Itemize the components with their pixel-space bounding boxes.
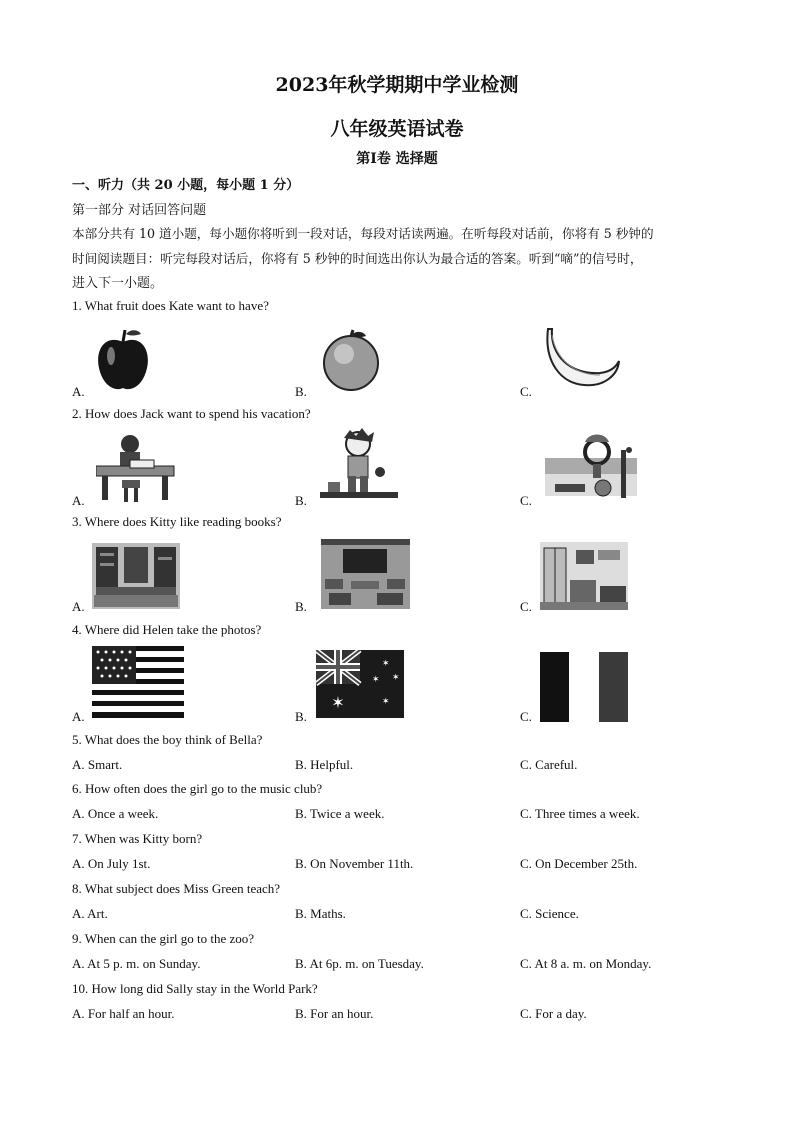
q2-option-a-label: A. bbox=[72, 493, 85, 508]
q3-option-b-label: B. bbox=[295, 599, 307, 614]
q7-option-b: B. On November 11th. bbox=[295, 856, 414, 871]
q9-option-a: A. At 5 p. m. on Sunday. bbox=[72, 956, 201, 971]
q9-option-b: B. At 6p. m. on Tuesday. bbox=[295, 956, 424, 971]
q10-option-b: B. For an hour. bbox=[295, 1006, 374, 1021]
q6-option-a: A. Once a week. bbox=[72, 806, 159, 821]
q10-option-a: A. For half an hour. bbox=[72, 1006, 175, 1021]
q8-option-b: B. Maths. bbox=[295, 906, 346, 921]
q8-option-c: C. Science. bbox=[520, 906, 579, 921]
question-4: 4. Where did Helen take the photos? bbox=[72, 622, 262, 637]
studying-picture bbox=[96, 430, 176, 504]
france-flag-picture bbox=[540, 652, 628, 722]
svg-text:✶: ✶ bbox=[382, 697, 390, 707]
page-title: 2023年秋学期期中学业检测 bbox=[275, 74, 519, 96]
apple-picture bbox=[95, 328, 151, 394]
svg-text:✶: ✶ bbox=[331, 693, 345, 712]
q6-option-c: C. Three times a week. bbox=[520, 806, 640, 821]
question-10: 10. How long did Sally stay in the World Park? bbox=[72, 981, 318, 996]
question-5: 5. What does the boy think of Bella? bbox=[72, 732, 263, 747]
q5-option-b: B. Helpful. bbox=[295, 757, 354, 772]
svg-text:✶: ✶ bbox=[382, 659, 390, 669]
exam-subtitle: 八年级英语试卷 bbox=[330, 118, 464, 140]
part-heading: 第一部分 对话回答问题 bbox=[72, 203, 207, 218]
usa-flag-picture bbox=[92, 646, 184, 718]
question-2: 2. How does Jack want to spend his vacation? bbox=[72, 406, 311, 421]
question-8: 8. What subject does Miss Green teach? bbox=[72, 881, 281, 896]
instructions-line-2: 时间阅读题目：听完每段对话后，你将有 5 秒钟的时间选出你认为最合适的答案。听到“嘀”的信号时， bbox=[72, 251, 643, 266]
question-9: 9. When can the girl go to the zoo? bbox=[72, 931, 255, 946]
svg-text:✶: ✶ bbox=[392, 673, 400, 683]
q3-option-a-label: A. bbox=[72, 599, 85, 614]
volume-heading: 第Ⅰ卷 选择题 bbox=[356, 151, 438, 167]
q4-option-a-label: A. bbox=[72, 709, 85, 724]
q3-option-c-label: C. bbox=[520, 599, 532, 614]
q4-option-b-label: B. bbox=[295, 709, 307, 724]
q2-option-b-label: B. bbox=[295, 493, 307, 508]
beach-picture bbox=[545, 430, 637, 502]
question-7: 7. When was Kitty born? bbox=[72, 831, 203, 846]
library-picture bbox=[92, 543, 180, 609]
q4-option-c-label: C. bbox=[520, 709, 532, 724]
q5-option-a: A. Smart. bbox=[72, 757, 123, 772]
banana-picture bbox=[540, 325, 622, 389]
australia-flag-picture bbox=[316, 650, 404, 718]
section-heading: 一、听力（共 20 小题，每小题 1 分） bbox=[72, 178, 300, 193]
q7-option-c: C. On December 25th. bbox=[520, 856, 638, 871]
q10-option-c: C. For a day. bbox=[520, 1006, 587, 1021]
cooking-picture bbox=[320, 428, 400, 500]
svg-text:✶: ✶ bbox=[372, 675, 380, 685]
q1-option-b-label: B. bbox=[295, 384, 307, 399]
q2-option-c-label: C. bbox=[520, 493, 532, 508]
question-1: 1. What fruit does Kate want to have? bbox=[72, 298, 269, 313]
q6-option-b: B. Twice a week. bbox=[295, 806, 385, 821]
q9-option-c: C. At 8 a. m. on Monday. bbox=[520, 956, 652, 971]
instructions-line-1: 本部分共有 10 道小题，每小题你将听到一段对话，每段对话读两遍。在听每段对话前，你将有 5 秒钟的 bbox=[72, 226, 654, 241]
q8-option-a: A. Art. bbox=[72, 906, 108, 921]
q7-option-a: A. On July 1st. bbox=[72, 856, 151, 871]
q1-option-c-label: C. bbox=[520, 384, 532, 399]
bedroom-picture bbox=[540, 542, 628, 610]
question-6: 6. How often does the girl go to the music club? bbox=[72, 781, 323, 796]
q1-option-a-label: A. bbox=[72, 384, 85, 399]
orange-picture bbox=[322, 328, 380, 392]
instructions-line-3: 进入下一小题。 bbox=[72, 276, 164, 291]
q5-option-c: C. Careful. bbox=[520, 757, 578, 772]
question-3: 3. Where does Kitty like reading books? bbox=[72, 514, 282, 529]
classroom-picture bbox=[321, 539, 410, 609]
